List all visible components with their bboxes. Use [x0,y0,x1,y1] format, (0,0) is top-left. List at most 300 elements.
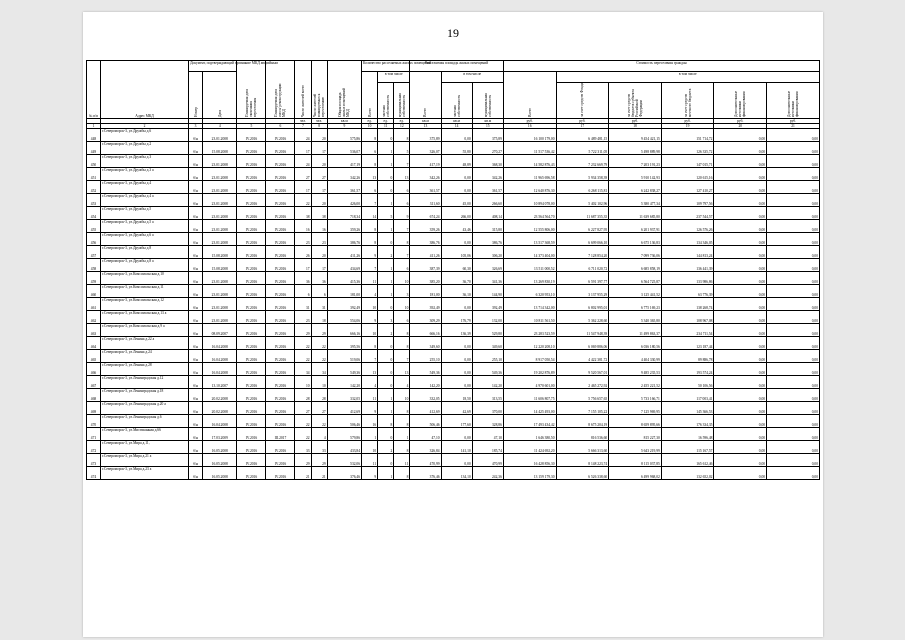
column-number-cell: 10 [362,124,378,129]
cost-extra-cell: 0,00 [714,311,767,324]
area-municipal-cell: 242,36 [472,467,503,480]
table-row [87,324,820,337]
header-rooms-incl: в том числе [378,72,410,83]
address-cell: г.Североморск-3, ул.Комсомольская д.9 а [100,324,188,337]
residents-resettle-cell: 22 [311,337,327,350]
cost-over-cell: 0,00 [767,233,820,246]
doc-date-cell: 16.04.2008 [203,363,237,376]
cost-extra-cell: 0,00 [714,376,767,389]
cost-local-cell: 108 967,08 [661,311,714,324]
rooms-private-cell: 0 [378,181,394,194]
area-private-cell: 176,79 [441,311,472,324]
cost-regional-cell: 6 499 968,02 [609,467,662,480]
doc-num-cell: б/н [189,220,203,233]
cost-fund-cell: 4 422 381,72 [556,350,609,363]
unit-cell: чел. [311,119,327,124]
header-rooms-municipal: муниципальная собственность [394,83,410,119]
doc-num-cell: б/н [189,298,203,311]
area-private-cell: 45,00 [441,194,472,207]
cost-regional-cell: 8 659 895,66 [609,415,662,428]
area-total-cell: 554,06 [327,311,361,324]
cost-local-cell: 138 268,74 [661,298,714,311]
area-private-cell: 134,10 [441,467,472,480]
cost-total-cell: 11 424 692,20 [503,441,556,454]
area-total-cell: 532,06 [327,454,361,467]
doc-date-cell: 23.01.2008 [203,311,237,324]
column-number-cell: 5 [237,124,266,129]
area-all-cell: 417,19 [410,155,441,168]
plan-date-cell: IV.2016 [237,428,266,441]
cost-local-cell: 115 167,57 [661,441,714,454]
header-row-sub [87,72,820,83]
row-num: 466 [87,363,101,376]
rooms-total-cell: 8 [362,337,378,350]
area-private-cell: 0,00 [441,298,472,311]
cost-local-cell: 134 346,05 [661,233,714,246]
area-total-cell: 426,00 [327,194,361,207]
cost-fund-cell: 5 722 311,05 [556,142,609,155]
cost-over-cell: 0,00 [767,181,820,194]
area-private-cell: 36,10 [441,285,472,298]
table-row [87,142,820,155]
plan-date-cell: IV.2016 [237,155,266,168]
area-all-cell: 332,05 [410,389,441,402]
residents-resettle-cell: 10 [311,376,327,389]
cost-total-cell: 4 970 601,00 [503,376,556,389]
doc-num-cell: б/н [189,402,203,415]
header-cost-local: за счет средств местного бюджета [661,83,714,119]
row-num: 469 [87,402,101,415]
demolish-date-cell: IV.2016 [266,441,295,454]
rooms-total-cell: 10 [362,298,378,311]
cost-fund-cell: 6 227 827,95 [556,220,609,233]
cost-total-cell: 16 100 179,00 [503,129,556,142]
cost-total-cell: 6 320 953,10 [503,285,556,298]
rooms-private-cell: 1 [378,402,394,415]
row-num: 455 [87,220,101,233]
row-num: 462 [87,311,101,324]
area-private-cell: 0,00 [441,181,472,194]
area-municipal-cell: 342,26 [472,168,503,181]
demolish-date-cell: IV.2016 [266,233,295,246]
cost-extra-cell: 0,00 [714,363,767,376]
rooms-municipal-cell: 6 [394,181,410,194]
cost-regional-cell: 5 380 477,34 [609,194,662,207]
cost-regional-cell: 5 733 166,71 [609,389,662,402]
area-all-cell: 255,10 [410,350,441,363]
column-number-cell: 11 [378,124,394,129]
rooms-municipal-cell: 8 [394,337,410,350]
table-row [87,389,820,402]
residents-resettle-cell: 17 [311,181,327,194]
row-num: 460 [87,285,101,298]
table-row [87,415,820,428]
cost-regional-cell: 7 125 969,95 [609,402,662,415]
rooms-private-cell: 2 [378,441,394,454]
residents-resettle-cell: 20 [311,155,327,168]
cost-total-cell: 13 714 342,00 [503,298,556,311]
column-number-cell: 1 [87,124,101,129]
plan-date-cell: IV.2016 [237,376,266,389]
cost-total-cell: 13 517 368,59 [503,233,556,246]
plan-date-cell: IV.2016 [237,311,266,324]
address-cell: г.Североморск-3, ул.Ленина д.22 а [100,337,188,350]
plan-date-cell: IV.2016 [237,220,266,233]
residents-cell: 6 [295,285,311,298]
cost-regional-cell: 9 454 421,15 [609,129,662,142]
cost-over-cell: 0,00 [767,168,820,181]
cost-fund-cell: 5 934 358,39 [556,168,609,181]
rooms-municipal-cell: 4 [394,376,410,389]
rooms-private-cell: 1 [378,220,394,233]
table-row [87,129,820,142]
residents-resettle-cell: 36 [311,272,327,285]
cost-fund-cell: 5 756 657,65 [556,389,609,402]
cost-total-cell: 23 564 564,70 [503,207,556,220]
area-all-cell: 326,84 [410,441,441,454]
residents-resettle-cell: 23 [311,233,327,246]
doc-num-cell: б/н [189,272,203,285]
column-number-cell: 8 [311,124,327,129]
row-num: 454 [87,207,101,220]
table-row [87,428,820,441]
column-number-cell: 9 [327,124,361,129]
residents-cell: 27 [295,168,311,181]
demolish-date-cell: IV.2016 [266,194,295,207]
cost-fund-cell: 8 675 204,19 [556,415,609,428]
cost-fund-cell: 5 402 102,96 [556,194,609,207]
unit-cell: кв.м [410,119,441,124]
area-municipal-cell: 326,69 [472,259,503,272]
cost-fund-cell: 3 137 955,29 [556,285,609,298]
rooms-total-cell: 8 [362,155,378,168]
rooms-private-cell: 1 [378,272,394,285]
doc-date-cell: 16.05.2008 [203,467,237,480]
cost-extra-cell: 0,00 [714,142,767,155]
cost-regional-cell: 7 099 736,06 [609,246,662,259]
cost-over-cell: 0,00 [767,441,820,454]
rooms-total-cell: 14 [362,207,378,220]
plan-date-cell: IV.2016 [237,142,266,155]
plan-date-cell: IV.2016 [237,350,266,363]
table-row [87,272,820,285]
address-cell: г.Североморск-3, ул.Комсомольская д.10 [100,272,188,285]
residents-cell: 33 [295,441,311,454]
cost-over-cell: 0,00 [767,376,820,389]
doc-num-cell: б/н [189,246,203,259]
column-number-cell: 6 [266,124,295,129]
cost-local-cell: 50 106,56 [661,376,714,389]
rooms-private-cell: 8 [378,415,394,428]
residents-resettle-cell: 27 [311,402,327,415]
cost-regional-cell: 815 227,30 [609,428,662,441]
residents-cell: 10 [295,376,311,389]
cost-fund-cell: 7 155 105,22 [556,402,609,415]
header-area-total: Общая площадь жилых помещений МКД [327,61,361,119]
plan-date-cell: IV.2016 [237,389,266,402]
rooms-private-cell: 1 [378,194,394,207]
header-cost-regional: за счет средств бюджета субъекта Российской Федерации [609,83,662,119]
cost-over-cell: 0,00 [767,467,820,480]
table-row [87,246,820,259]
doc-num-cell: б/н [189,428,203,441]
area-all-cell: 342,26 [410,168,441,181]
residents-cell: 22 [295,350,311,363]
doc-date-cell: 16.04.2008 [203,350,237,363]
demolish-date-cell: IV.2016 [266,220,295,233]
doc-num-cell: б/н [189,454,203,467]
residents-cell: 17 [295,259,311,272]
unit-cell: руб. [767,119,820,124]
doc-num-cell: б/н [189,155,203,168]
demolish-date-cell: IV.2016 [266,155,295,168]
area-private-cell: 0,00 [441,233,472,246]
doc-date-cell: 08.09.2007 [203,324,237,337]
residents-resettle-cell: 21 [311,467,327,480]
demolish-date-cell: IV.2016 [266,467,295,480]
header-group-area: Расселяемая площадь жилых помещений [410,61,504,72]
area-municipal-cell: 328,86 [472,415,503,428]
area-municipal-cell: 132,00 [472,311,503,324]
area-all-cell: 309,29 [410,311,441,324]
area-all-cell: 361,57 [410,181,441,194]
demolish-date-cell: IV.2016 [266,363,295,376]
unit-cell: ед. [394,119,410,124]
area-municipal-cell: 375,89 [472,129,503,142]
row-num: 448 [87,129,101,142]
demolish-date-cell: IV.2016 [266,285,295,298]
cost-regional-cell: 6 675 136,83 [609,233,662,246]
header-num: № п/п [87,61,101,119]
area-municipal-cell: 313,55 [472,389,503,402]
doc-date-cell: 16.04.2008 [203,415,237,428]
residents-resettle-cell: 4 [311,428,327,441]
table-row [87,441,820,454]
row-num: 473 [87,454,101,467]
area-total-cell: 549,36 [327,363,361,376]
cost-fund-cell: 6 699 066,10 [556,233,609,246]
row-num: 459 [87,272,101,285]
rooms-private-cell: 1 [378,285,394,298]
table-row [87,454,820,467]
cost-over-cell: 0,00 [767,272,820,285]
address-cell: г.Североморск-3, ул.Дружбы д.5 [100,207,188,220]
demolish-date-cell: IV.2016 [266,324,295,337]
rooms-private-cell: 0 [378,233,394,246]
demolish-date-cell: IV.2016 [266,207,295,220]
rooms-total-cell: 4 [362,376,378,389]
rooms-private-cell: 1 [378,467,394,480]
doc-date-cell: 23.01.2008 [203,194,237,207]
row-num: 471 [87,428,101,441]
area-private-cell: 141,10 [441,441,472,454]
demolish-date-cell: IV.2016 [266,415,295,428]
demolish-date-cell: IV.2016 [266,337,295,350]
rooms-municipal-cell: 8 [394,402,410,415]
header-area-municipal: муниципальная собственность [472,83,503,119]
rooms-total-cell: 7 [362,259,378,272]
unit-cell: руб. [609,119,662,124]
column-number-cell: 12 [394,124,410,129]
doc-num-cell: б/н [189,337,203,350]
cost-fund-cell: 2 465 272,92 [556,376,609,389]
column-number-cell: 21 [767,124,820,129]
cost-extra-cell: 0,00 [714,389,767,402]
column-number-cell: 16 [503,124,556,129]
cost-extra-cell: 0,00 [714,168,767,181]
cost-over-cell: 0,00 [767,363,820,376]
area-municipal-cell: 386,76 [472,233,503,246]
cost-over-cell: 0,00 [767,350,820,363]
plan-date-cell: IV.2016 [237,207,266,220]
cost-extra-cell: 0,00 [714,324,767,337]
area-total-cell: 386,76 [327,233,361,246]
residents-cell: 38 [295,207,311,220]
row-num: 472 [87,441,101,454]
cost-extra-cell: 0,00 [714,246,767,259]
residents-resettle-cell: 22 [311,415,327,428]
cost-fund-cell: 9 520 567,01 [556,363,609,376]
rooms-municipal-cell: 8 [394,233,410,246]
address-cell: г.Североморск-3, ул.Комсомольская д.13 а [100,311,188,324]
demolish-date-cell: IV.2016 [266,298,295,311]
residents-resettle-cell: 17 [311,142,327,155]
area-private-cell: 105,06 [441,246,472,259]
doc-date-cell: 23.01.2008 [203,233,237,246]
cost-over-cell: 0,00 [767,298,820,311]
unit-cell: руб. [556,119,609,124]
cost-fund-cell: 6 069 886,06 [556,337,609,350]
plan-date-cell: IV.2016 [237,259,266,272]
area-all-cell: 387,39 [410,259,441,272]
cost-over-cell: 0,00 [767,428,820,441]
rooms-municipal-cell: 8 [394,324,410,337]
cost-total-cell: 11 965 696,58 [503,168,556,181]
address-cell: г.Североморск-3, ул.Мистиканная д.66 [100,428,188,441]
doc-num-cell: б/н [189,181,203,194]
cost-extra-cell: 0,00 [714,259,767,272]
demolish-date-cell: IV.2016 [266,272,295,285]
cost-local-cell: 147 015,71 [661,155,714,168]
residents-cell: 24 [295,129,311,142]
row-num: 463 [87,324,101,337]
doc-date-cell: 23.01.2008 [203,129,237,142]
address-cell: г.Североморск-3, ул.Дружбы д.8 а [100,259,188,272]
area-municipal-cell: 185,74 [472,441,503,454]
row-num: 456 [87,233,101,246]
cost-extra-cell: 0,00 [714,272,767,285]
plan-date-cell: IV.2016 [237,454,266,467]
area-total-cell: 181,00 [327,285,361,298]
residents-resettle-cell: 29 [311,324,327,337]
doc-num-cell: б/н [189,194,203,207]
cost-total-cell: 14 425 493,00 [503,402,556,415]
header-rooms-private: частная собственность [378,83,394,119]
rooms-municipal-cell: 7 [394,155,410,168]
plan-date-cell: IV.2016 [237,194,266,207]
table-row [87,168,820,181]
doc-num-cell: б/н [189,389,203,402]
residents-cell: 29 [295,324,311,337]
rooms-private-cell: 0 [378,363,394,376]
residents-cell: 26 [295,246,311,259]
doc-num-cell: б/н [189,168,203,181]
column-number-cell: 7 [295,124,311,129]
area-municipal-cell: 470,99 [472,454,503,467]
rooms-municipal-cell: 1 [394,428,410,441]
rooms-private-cell: 0 [378,350,394,363]
address-cell: г.Североморск-3, ул.Дружбы д.4 [100,181,188,194]
table-row [87,298,820,311]
row-num: 449 [87,142,101,155]
cost-over-cell: 0,00 [767,324,820,337]
demolish-date-cell: III.2017 [266,428,295,441]
row-num: 452 [87,181,101,194]
address-cell: г.Североморск-3, ул.Дружбы д.5 а [100,220,188,233]
unit-cell: кв.м [327,119,361,124]
area-municipal-cell: 529,80 [472,324,503,337]
area-total-cell: 411,26 [327,246,361,259]
residents-cell: 36 [295,272,311,285]
address-cell: г.Североморск-3, ул.Дружбы д.4 а [100,194,188,207]
cost-fund-cell: 6 711 020,72 [556,259,609,272]
residents-resettle-cell: 20 [311,246,327,259]
area-municipal-cell: 306,20 [472,246,503,259]
demolish-date-cell: IV.2016 [266,376,295,389]
rooms-total-cell: 7 [362,194,378,207]
cost-total-cell: 10 894 078,00 [503,194,556,207]
area-municipal-cell: 144,90 [472,285,503,298]
rooms-total-cell: 8 [362,233,378,246]
plan-date-cell: IV.2016 [237,415,266,428]
unit-cell: руб. [714,119,767,124]
doc-date-cell: 17.03.2009 [203,428,237,441]
rooms-total-cell: 6 [362,181,378,194]
rooms-municipal-cell: 13 [394,168,410,181]
doc-num-cell: б/н [189,259,203,272]
residents-resettle-cell: 16 [311,220,327,233]
area-all-cell: 375,89 [410,129,441,142]
area-private-cell: 0,00 [441,428,472,441]
cost-fund-cell: 5 362 228,60 [556,311,609,324]
cost-total-cell: 8 917 050,54 [503,350,556,363]
rooms-municipal-cell: 5 [394,142,410,155]
header-area-private: частная собственность [441,83,472,119]
residents-cell: 22 [295,337,311,350]
cost-over-cell: 0,00 [767,155,820,168]
rooms-total-cell: 6 [362,142,378,155]
header-cost-total: Всего [503,72,556,119]
table-row [87,467,820,480]
doc-num-cell: б/н [189,363,203,376]
area-municipal-cell: 142,20 [472,376,503,389]
doc-num-cell: б/н [189,311,203,324]
residents-resettle-cell: 20 [311,194,327,207]
cost-total-cell: 14 373 404,00 [503,246,556,259]
demolish-date-cell: IV.2016 [266,246,295,259]
row-num: 465 [87,350,101,363]
area-private-cell: 0,00 [441,350,472,363]
area-municipal-cell: 349,60 [472,337,503,350]
rooms-municipal-cell: 3 [394,285,410,298]
doc-date-cell: 20.02.2008 [203,402,237,415]
header-group-rooms: Количество расселяемых жилых помещений [362,61,410,72]
cost-regional-cell: 5 643 219,99 [609,441,662,454]
residents-resettle-cell: 38 [311,207,327,220]
residents-cell: 17 [295,142,311,155]
plan-date-cell: IV.2016 [237,168,266,181]
demolish-date-cell: IV.2016 [266,350,295,363]
